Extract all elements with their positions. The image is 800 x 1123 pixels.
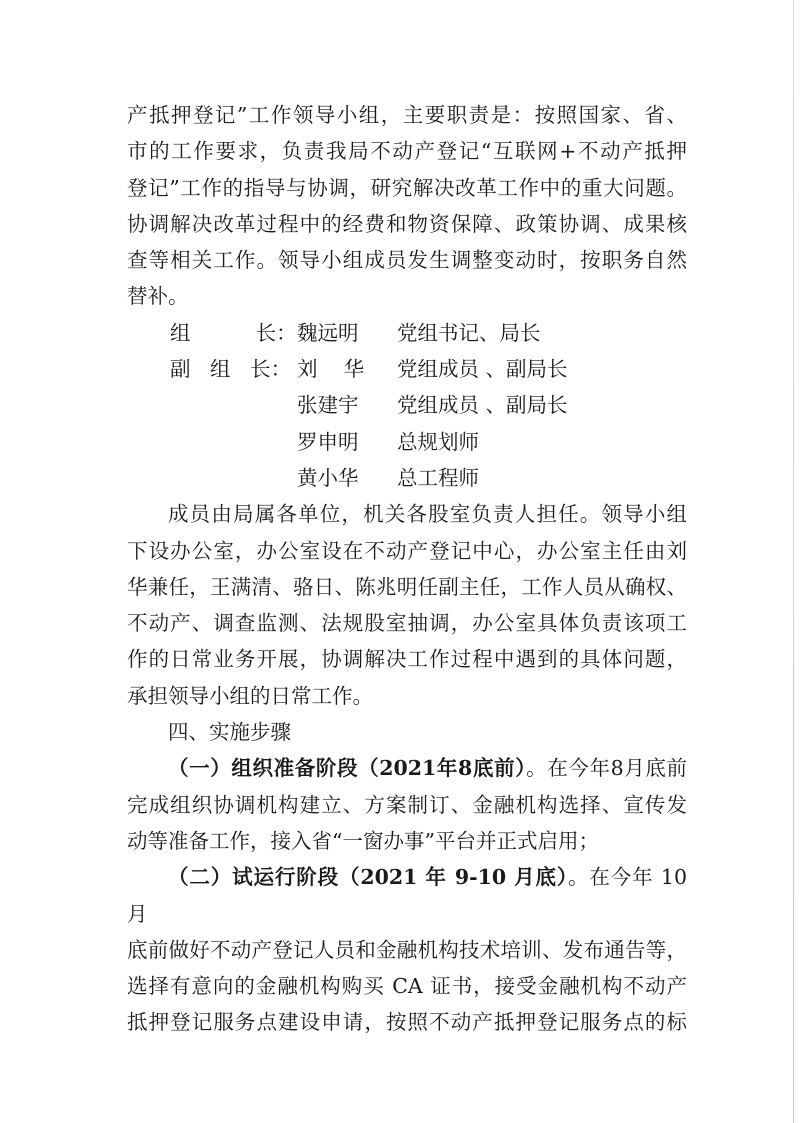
stage-title: （一）组织准备阶段（2021年8底前） [168,756,527,781]
text-line [127,859,687,932]
text-line: 不动产、调查监测、法规股室抽调，办公室具体负责该项工 [127,611,687,636]
paragraph-stage-one [127,750,687,859]
member-title: 总规划师 [397,429,479,454]
member-role: 副 组 长： [170,357,292,382]
text-line: 抵押登记服务点建设申请，按照不动产抵押登记服务点的标 [127,1010,687,1035]
text-line: 底前做好不动产登记人员和金融机构技术培训、发布通告等， [127,937,687,962]
text-line: 作的日常业务开展，协调解决工作过程中遇到的具体问题， [127,647,687,672]
member-name: 张建宇 [297,393,359,418]
text-line: 华兼任，王满清、骆日、陈兆明任副主任，工作人员从确权、 [127,574,687,599]
section-heading: 四、实施步骤 [168,720,291,745]
member-list [127,315,687,496]
member-role: 组 长： [170,320,297,345]
member-row [127,424,687,460]
paragraph-office-setup [127,496,687,714]
member-title: 党组成员 、副局长 [397,393,568,418]
member-name: 黄小华 [297,465,359,490]
text-line: 下设办公室，办公室设在不动产登记中心，办公室主任由刘 [127,538,687,563]
text-line: 替补。 [127,284,189,309]
text-line: 协调解决改革过程中的经费和物资保障、政策协调、成果核 [127,211,687,236]
text-line: 查等相关工作。领导小组成员发生调整变动时，按职务自然 [127,248,687,273]
text-line: 产抵押登记”工作领导小组，主要职责是：按照国家、省、 [127,103,687,127]
text-line [127,750,687,786]
member-row [127,460,687,496]
member-title: 党组书记、局长 [397,320,541,345]
text-line: 完成组织协调机构建立、方案制订、金融机构选择、宣传发 [127,792,687,817]
stage-text: 。在今年 10 月 [127,865,687,926]
stage-text: 。在今年8月底前 [526,756,687,781]
member-name: 罗申明 [297,429,359,454]
text-line: 登记”工作的指导与协调，研究解决改革工作中的重大问题。 [127,175,687,200]
paragraph-stage-two [127,859,687,1040]
paragraph-leadership-duties [127,97,687,315]
text-line: 市的工作要求，负责我局不动产登记“互联网+不动产抵押 [127,139,687,164]
member-row [127,315,687,351]
document-body [127,97,687,1041]
member-row [127,387,687,423]
member-name: 刘 华 [297,357,365,382]
text-line: 成员由局属各单位，机关各股室负责人担任。领导小组 [168,502,687,527]
member-title: 总工程师 [397,465,479,490]
text-line: 动等准备工作，接入省“一窗办事”平台并正式启用； [127,828,599,853]
page-edge [793,0,794,1123]
member-title: 党组成员 、副局长 [397,357,568,382]
member-row [127,351,687,387]
stage-title: （二）试运行阶段（2021 年 9-10 月底） [168,865,569,890]
text-line: 承担领导小组的日常工作。 [127,683,373,708]
member-name: 魏远明 [297,320,359,345]
text-line: 选择有意向的金融机构购买 CA 证书，接受金融机构不动产 [127,974,687,999]
